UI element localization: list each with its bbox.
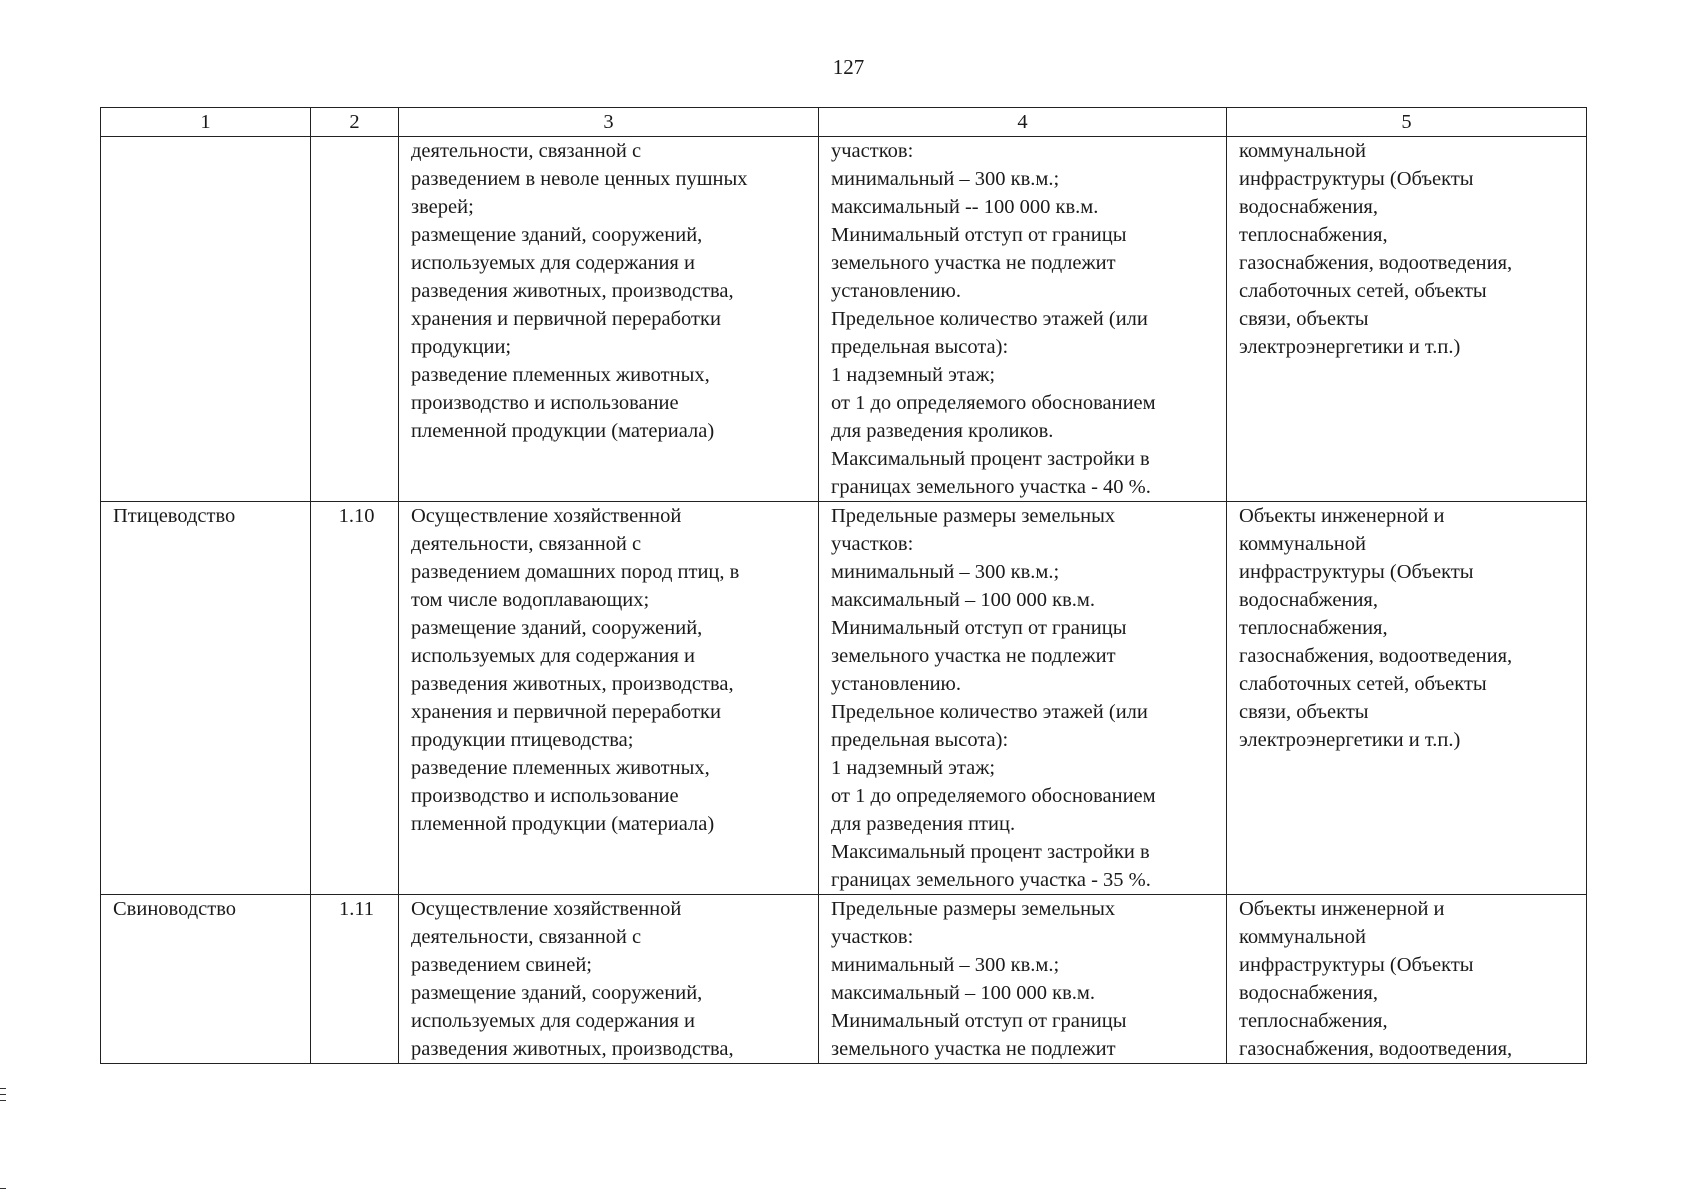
description-lines — [411, 895, 810, 1063]
infrastructure-cell — [1227, 137, 1587, 502]
cell-text-line: том числе водоплавающих; — [411, 589, 650, 611]
cell-text-line: Максимальный процент застройки в — [831, 448, 1150, 470]
cell-text-line: Осуществление хозяйственной — [411, 898, 682, 920]
parameters-cell — [819, 137, 1227, 502]
use-code-cell — [311, 895, 399, 1064]
header-col-2: 2 — [311, 108, 399, 137]
cell-text-line: максимальный – 100 000 кв.м. — [831, 982, 1095, 1004]
cell-text-line: электроэнергетики и т.п.) — [1239, 729, 1461, 751]
parameters-cell — [819, 895, 1227, 1064]
cell-text-line: производство и использование — [411, 392, 679, 414]
infrastructure-lines — [1239, 895, 1578, 1063]
cell-text-line: Минимальный отступ от границы — [831, 617, 1127, 639]
use-name-cell — [101, 895, 311, 1064]
cell-text-line: земельного участка не подлежит — [831, 645, 1116, 667]
cell-text-line: предельная высота): — [831, 729, 1009, 751]
cell-text-line: водоснабжения, — [1239, 196, 1378, 218]
cell-text-line: деятельности, связанной с — [411, 926, 642, 948]
cell-text-line: максимальный – 100 000 кв.м. — [831, 589, 1095, 611]
cell-text-line: используемых для содержания и — [411, 1010, 695, 1032]
cell-text-line: разведение племенных животных, — [411, 364, 710, 386]
use-name-cell — [101, 137, 311, 502]
use-code-cell — [311, 137, 399, 502]
cell-text-line: 1 надземный этаж; — [831, 757, 996, 779]
cell-text-line: минимальный – 300 кв.м.; — [831, 561, 1060, 583]
cell-text-line: Предельное количество этажей (или — [831, 701, 1148, 723]
cell-text-line: участков: — [831, 926, 914, 948]
cell-text-line: 1 надземный этаж; — [831, 364, 996, 386]
table-row — [101, 137, 1587, 502]
cell-text-line: участков: — [831, 533, 914, 555]
cell-text-line: используемых для содержания и — [411, 252, 695, 274]
cell-text-line: максимальный -- 100 000 кв.м. — [831, 196, 1099, 218]
margin-mark — [0, 1188, 6, 1189]
description-cell — [399, 137, 819, 502]
description-cell — [399, 502, 819, 895]
header-col-1: 1 — [101, 108, 311, 137]
cell-text-line: разведения животных, производства, — [411, 280, 734, 302]
margin-mark — [0, 1094, 6, 1095]
cell-text-line: инфраструктуры (Объекты — [1239, 561, 1474, 583]
cell-text-line: размещение зданий, сооружений, — [411, 982, 703, 1004]
description-cell — [399, 895, 819, 1064]
cell-text-line: коммунальной — [1239, 926, 1366, 948]
cell-text-line: минимальный – 300 кв.м.; — [831, 954, 1060, 976]
cell-text-line: связи, объекты — [1239, 701, 1369, 723]
cell-text-line: разведение племенных животных, — [411, 757, 710, 779]
cell-text-line: минимальный – 300 кв.м.; — [831, 168, 1060, 190]
cell-text-line: водоснабжения, — [1239, 589, 1378, 611]
cell-text-line: хранения и первичной переработки — [411, 701, 721, 723]
cell-text-line: от 1 до определяемого обоснованием — [831, 392, 1156, 414]
cell-text-line: границах земельного участка - 40 %. — [831, 476, 1151, 498]
use-code-cell: 1.10 — [311, 502, 399, 895]
cell-text-line: теплоснабжения, — [1239, 224, 1388, 246]
page-number: 127 — [832, 55, 865, 79]
cell-text-line: зверей; — [411, 196, 474, 218]
cell-text-line: Максимальный процент застройки в — [831, 841, 1150, 863]
cell-text-line: границах земельного участка - 35 %. — [831, 869, 1151, 891]
cell-text-line: Минимальный отступ от границы — [831, 224, 1127, 246]
cell-text-line: производство и использование — [411, 785, 679, 807]
cell-text-line: предельная высота): — [831, 336, 1009, 358]
cell-text-line: водоснабжения, — [1239, 982, 1378, 1004]
table-header-row — [101, 108, 1587, 137]
table-row — [101, 895, 1587, 1064]
cell-text-line: теплоснабжения, — [1239, 617, 1388, 639]
cell-text-line: разведением домашних пород птиц, в — [411, 561, 740, 583]
cell-text-line: размещение зданий, сооружений, — [411, 617, 703, 639]
cell-text-line: от 1 до определяемого обоснованием — [831, 785, 1156, 807]
header-col-3: 3 — [399, 108, 819, 137]
header-col-4: 4 — [819, 108, 1227, 137]
cell-text-line: Предельные размеры земельных — [831, 505, 1116, 527]
parameters-cell — [819, 502, 1227, 895]
cell-text-line: инфраструктуры (Объекты — [1239, 168, 1474, 190]
cell-text-line: Объекты инженерной и — [1239, 505, 1445, 527]
cell-text-line: Осуществление хозяйственной — [411, 505, 682, 527]
cell-text-line: для разведения кроликов. — [831, 420, 1054, 442]
cell-text-line: газоснабжения, водоотведения, — [1239, 252, 1513, 274]
cell-text-line: земельного участка не подлежит — [831, 252, 1116, 274]
cell-text-line: разведения животных, производства, — [411, 673, 734, 695]
cell-text-line: коммунальной — [1239, 533, 1366, 555]
cell-text-line: Объекты инженерной и — [1239, 898, 1445, 920]
cell-text-line: связи, объекты — [1239, 308, 1369, 330]
use-code-text: 1.11 — [338, 898, 375, 920]
cell-text-line: деятельности, связанной с — [411, 140, 642, 162]
cell-text-line: разведения животных, производства, — [411, 1038, 734, 1060]
header-col-5: 5 — [1227, 108, 1587, 137]
cell-text-line: продукции; — [411, 336, 512, 358]
cell-text-line: слаботочных сетей, объекты — [1239, 673, 1487, 695]
cell-text-line: разведением свиней; — [411, 954, 592, 976]
cell-text-line: для разведения птиц. — [831, 813, 1016, 835]
cell-text-line: Предельное количество этажей (или — [831, 308, 1148, 330]
use-name-cell: Птицеводство — [101, 502, 311, 895]
cell-text-line: участков: — [831, 140, 914, 162]
use-name-text: Свиноводство — [113, 898, 237, 920]
cell-text-line: коммунальной — [1239, 140, 1366, 162]
cell-text-line: земельного участка не подлежит — [831, 1038, 1116, 1060]
margin-mark — [0, 1100, 6, 1101]
cell-text-line: электроэнергетики и т.п.) — [1239, 336, 1461, 358]
land-use-table — [100, 107, 1587, 1064]
cell-text-line: продукции птицеводства; — [411, 729, 634, 751]
cell-text-line: газоснабжения, водоотведения, — [1239, 645, 1513, 667]
cell-text-line: хранения и первичной переработки — [411, 308, 721, 330]
cell-text-line: племенной продукции (материала) — [411, 813, 715, 835]
margin-mark — [0, 1088, 6, 1089]
infrastructure-cell — [1227, 502, 1587, 895]
cell-text-line: инфраструктуры (Объекты — [1239, 954, 1474, 976]
cell-text-line: слаботочных сетей, объекты — [1239, 280, 1487, 302]
cell-text-line: племенной продукции (материала) — [411, 420, 715, 442]
cell-text-line: используемых для содержания и — [411, 645, 695, 667]
cell-text-line: Минимальный отступ от границы — [831, 1010, 1127, 1032]
table-row — [101, 502, 1587, 895]
cell-text-line: установлению. — [831, 280, 961, 302]
cell-text-line: Предельные размеры земельных — [831, 898, 1116, 920]
cell-text-line: теплоснабжения, — [1239, 1010, 1388, 1032]
cell-text-line: разведением в неволе ценных пушных — [411, 168, 748, 190]
cell-text-line: размещение зданий, сооружений, — [411, 224, 703, 246]
cell-text-line: газоснабжения, водоотведения, — [1239, 1038, 1513, 1060]
parameters-lines — [831, 895, 1218, 1063]
cell-text-line: установлению. — [831, 673, 961, 695]
infrastructure-cell — [1227, 895, 1587, 1064]
cell-text-line: деятельности, связанной с — [411, 533, 642, 555]
